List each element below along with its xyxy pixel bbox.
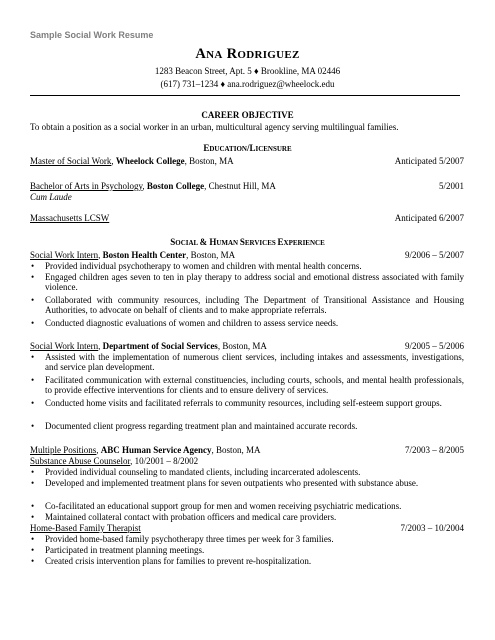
bullet-text: Developed and implemented treatment plans for seven outpatients who presented with substance abuse.: [45, 478, 419, 488]
education-heading-part: ICENSURE: [255, 145, 292, 153]
experience-heading: [0, 237, 495, 247]
bullet-text: Assisted with the implementation of numerous client services, including intakes and assessments, investigations, and service plan development.: [45, 352, 464, 372]
name-last-rest: ODRIGUEZ: [237, 49, 300, 61]
experience-heading-part: UMAN: [216, 239, 240, 247]
sub-position-header: [30, 523, 464, 533]
education-heading: [0, 143, 495, 153]
bullet-text: Conducted diagnostic evaluations of women and children to assess service needs.: [45, 318, 339, 328]
bullet-text: Provided individual psychotherapy to women and children with mental health concerns.: [45, 261, 362, 271]
bullet-text: Maintained collateral contact with probation officers and medical care providers.: [45, 512, 337, 522]
bullet-text: Facilitated communication with external constituencies, including courts, schools, and mental health professionals, to provide effective interventions for clients and to ensure delivery of services.: [45, 375, 464, 395]
school-location: , Boston, MA: [184, 156, 234, 166]
education-heading-part: E: [203, 143, 210, 153]
bullet-text: Created crisis intervention plans for families to prevent re-hospitalization.: [45, 556, 312, 566]
honor: Cum Laude: [30, 192, 72, 202]
sub-position-date: , 10/2001 – 8/2002: [130, 456, 199, 466]
job-date: 7/2003 – 8/2005: [404, 445, 464, 455]
education-date: 5/2001: [438, 181, 464, 191]
sample-label: Sample Social Work Resume: [30, 30, 154, 40]
education-entry: Bachelor of Arts in Psychology, Boston College, Chestnut Hill, MA 5/2001: [30, 181, 464, 191]
job-header: Social Work Intern, Department of Social Services, Boston, MA 9/2005 – 5/2006: [30, 341, 464, 351]
employer: ABC Human Service Agency: [100, 445, 212, 455]
employer-location: , Boston, MA: [186, 250, 236, 260]
experience-heading-part: XPERIENCE: [283, 239, 325, 247]
job-date: 9/2005 – 5/2006: [404, 341, 464, 351]
bullet-text: Conducted home visits and facilitated referrals to community resources, including self-esteem support groups.: [45, 398, 442, 408]
employer-location: , Boston, MA: [211, 445, 261, 455]
employer: Boston Health Center: [102, 250, 187, 260]
resume-page: Sample Social Work Resume ANA RODRIGUEZ 1283 Beacon Street, Apt. 5 ♦ Brookline, MA 02446 (617) 731–1234 ♦ ana.rodriguez@wheelock.edu CAREER OBJECTIVE To obtain a position as a social worker in an urban, multicultural agency serving multilingual families. EDUCATION/LICENSURE Master of Social Work, Wheelock College, Boston, MA Anticipated 5/2007 Bachelor of Arts in Psychology, Boston College, Chestnut Hill, MA 5/2001 Cum Laude Massachusetts LCSW Anticipated 6/2007 SOCIAL & HUMAN SERVICES EXPERIENCE Social Work Intern, Boston Health Center, Boston, MA 9/2006 – 5/2007 • Provided individual psychotherapy to women and children with mental health concerns. • Engaged children ages seven to ten in play therapy to address social and emotional distress associated with family violence. • Collaborated with community resources, including The Department of Transitional Assistance and Housing Authorities, to advocate on behalf of clients and to make appropriate referrals. • Conducted diagnostic evaluations of women and children to assess service needs. Social Work Intern, Department of Social Services, Boston, MA 9/2005 – 5/2006 • Assisted with the implementation of numerous client services, including intakes and assessments, investigations, and service plan development. • Facilitated communication with external constituencies, including courts, schools, and mental health professionals, to provide effective interventions for clients and to ensure delivery of services. • Conducted home visits and facilitated referrals to community resources, including self-esteem support groups. • Documented client progress regarding treatment plan and maintained accurate records. Multiple Positions, ABC Human Service Agency, Boston, MA 7/2003 – 8/2005 Substance Abuse Counselor, 10/2001 – 8/2002 • Provided individual counseling to mandated clients, including incarcerated adolescents. • Developed and implemented treatment plans for seven outpatients who presented with substance abuse. • Co-facilitated an educational support group for men and women receiving psychiatric medications. • Maintained collateral contact with probation officers and medical care providers. Home-Based Family Therapist 7/2003 – 10/2004 • Provided home-based family psychotherapy three times per week for 3 families. • Participated in treatment planning meetings. • Created crisis intervention plans for families to prevent re-hospitalization.: [0, 0, 495, 640]
sub-position-header: [30, 456, 464, 466]
bullet-text: Co-facilitated an educational support group for men and women receiving psychiatric medications.: [45, 501, 402, 511]
education-heading-part: DUCATION: [209, 145, 247, 153]
job-title: Social Work Intern: [30, 341, 99, 351]
job-header: Multiple Positions, ABC Human Service Agency, Boston, MA 7/2003 – 8/2005: [30, 445, 464, 455]
sub-position-title: Home-Based Family Therapist: [30, 523, 141, 533]
license: Massachusetts LCSW: [30, 213, 110, 223]
experience-heading-part: OCIAL: [175, 239, 200, 247]
school-location: , Chestnut Hill, MA: [204, 181, 276, 191]
degree: Master of Social Work: [30, 156, 112, 166]
education-date: Anticipated 5/2007: [394, 156, 464, 166]
phone-email-line: (617) 731–1234 ♦ ana.rodriguez@wheelock.edu: [160, 79, 335, 89]
objective-heading: CAREER OBJECTIVE: [201, 110, 294, 120]
bullet-text: Engaged children ages seven to ten in play therapy to address social and emotional distress associated with family violence.: [45, 272, 464, 292]
education-entry: Master of Social Work, Wheelock College, Boston, MA Anticipated 5/2007: [30, 156, 464, 166]
header-divider: [30, 95, 460, 96]
job-title: Multiple Positions: [30, 445, 97, 455]
degree: Bachelor of Arts in Psychology: [30, 181, 143, 191]
experience-heading-part: E: [277, 237, 284, 247]
job-date: 9/2006 – 5/2007: [404, 250, 464, 260]
name-first-rest: NA: [206, 49, 223, 61]
education-heading-part: /L: [246, 143, 256, 153]
experience-heading-part: S: [239, 237, 245, 247]
school: Boston College: [146, 181, 205, 191]
bullet-text: Provided individual counseling to mandated clients, including incarcerated adolescents.: [45, 467, 361, 477]
objective-text: To obtain a position as a social worker in an urban, multicultural agency serving multilingual families.: [30, 122, 399, 132]
job-header: Social Work Intern, Boston Health Center, Boston, MA 9/2006 – 5/2007: [30, 250, 464, 260]
education-date: Anticipated 6/2007: [394, 213, 464, 223]
name-first-initial: A: [195, 46, 207, 62]
candidate-name: [0, 46, 495, 63]
bullet-text: Collaborated with community resources, including The Department of Transitional Assistance and Housing Authorities, to advocate on behalf of clients and to make appropriate referrals.: [45, 295, 464, 315]
sub-position-title: Substance Abuse Counselor: [30, 456, 131, 466]
bullet-text: Documented client progress regarding treatment plan and maintained accurate records.: [45, 421, 358, 431]
experience-heading-part: & H: [199, 237, 217, 247]
bullet-text: Participated in treatment planning meetings.: [45, 545, 205, 555]
address-line: 1283 Beacon Street, Apt. 5 ♦ Brookline, MA 02446: [154, 66, 341, 76]
education-entry: [30, 213, 464, 223]
name-last-initial: R: [226, 46, 238, 62]
sub-position-date: 7/2003 – 10/2004: [400, 523, 464, 533]
bullet-text: Provided home-based family psychotherapy three times per week for 3 families.: [45, 534, 334, 544]
experience-heading-part: ERVICES: [244, 239, 278, 247]
experience-heading-part: S: [170, 237, 176, 247]
employer: Department of Social Services: [102, 341, 218, 351]
job-title: Social Work Intern: [30, 250, 99, 260]
employer-location: , Boston, MA: [217, 341, 267, 351]
school: Wheelock College: [115, 156, 185, 166]
